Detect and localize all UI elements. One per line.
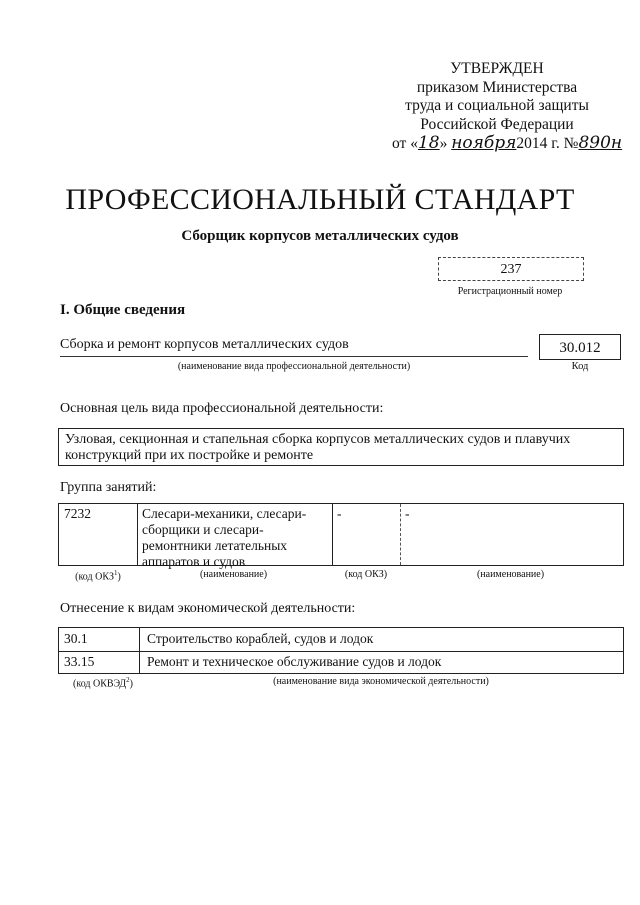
okved-code: 30.1 (64, 631, 88, 646)
table-row (59, 628, 623, 652)
group-name-2: - (405, 506, 410, 521)
group-code2-caption: (код ОКЗ) (344, 569, 388, 580)
okved-code-caption (58, 676, 148, 689)
group-name: Слесари-механики, слесари-сборщики и слесари-ремонтники летательных аппаратов и судов (142, 506, 307, 569)
caption-text: (код ОКВЭД (73, 678, 127, 690)
date-month: ноября (451, 133, 517, 153)
approval-title: УТВЕРЖДЕН (450, 60, 544, 77)
activity-underline (60, 356, 528, 357)
date-prefix: от « (392, 135, 418, 152)
approval-line: приказом Министерства (416, 78, 578, 96)
date-mid: » (439, 135, 448, 152)
approval-block (392, 60, 623, 154)
group-name-caption: (наименование) (199, 569, 268, 580)
registration-caption: Регистрационный номер (457, 286, 563, 297)
approval-line: труда и социальной защиты (405, 97, 589, 114)
economic-activity-table (58, 627, 624, 674)
purpose-text: Узловая, секционная и стапельная сборка корпусов металлических судов и плавучих конструкций при их постройке и ремонте (58, 428, 624, 466)
section-heading: I. Общие сведения (60, 302, 186, 318)
date-day: 18 (417, 133, 440, 153)
group-label: Группа занятий: (60, 480, 157, 495)
economic-activity-label: Отнесение к видам экономической деятельности: (60, 601, 356, 616)
document-subtitle: Сборщик корпусов металлических судов (181, 228, 459, 244)
caption-text: (код ОКЗ (75, 571, 115, 583)
approval-date-line (392, 133, 623, 154)
group-table (58, 503, 624, 569)
footnote-mark: 2 (126, 676, 130, 684)
caption-text: ) (129, 678, 133, 690)
registration-number: 237 (438, 257, 584, 281)
footnote-mark: 1 (114, 569, 118, 577)
table-row (59, 651, 623, 674)
okved-name: Ремонт и техническое обслуживание судов и лодок (147, 654, 442, 669)
okved-name-caption: (наименование вида экономической деятельности) (273, 676, 489, 687)
order-number: 890н (578, 133, 623, 153)
okved-code: 33.15 (64, 654, 95, 669)
table-divider (139, 628, 140, 673)
group-code: 7232 (64, 506, 91, 521)
activity-caption: (наименование вида профессиональной деятельности) (177, 361, 411, 372)
okved-name: Строительство кораблей, судов и лодок (147, 631, 374, 646)
group-code-2: - (337, 506, 342, 521)
activity-code-caption: Код (571, 361, 589, 372)
activity-code: 30.012 (539, 334, 621, 360)
approval-line: Российской Федерации (420, 115, 574, 133)
purpose-label: Основная цель вида профессиональной деятельности: (60, 401, 384, 416)
group-name2-caption: (наименование) (476, 569, 545, 580)
caption-text: ) (117, 571, 121, 583)
activity-name: Сборка и ремонт корпусов металлических судов (60, 337, 349, 352)
group-code-caption (58, 569, 138, 582)
date-year: 2014 г. № (516, 135, 579, 152)
document-title: ПРОФЕССИОНАЛЬНЫЙ СТАНДАРТ (65, 183, 575, 216)
